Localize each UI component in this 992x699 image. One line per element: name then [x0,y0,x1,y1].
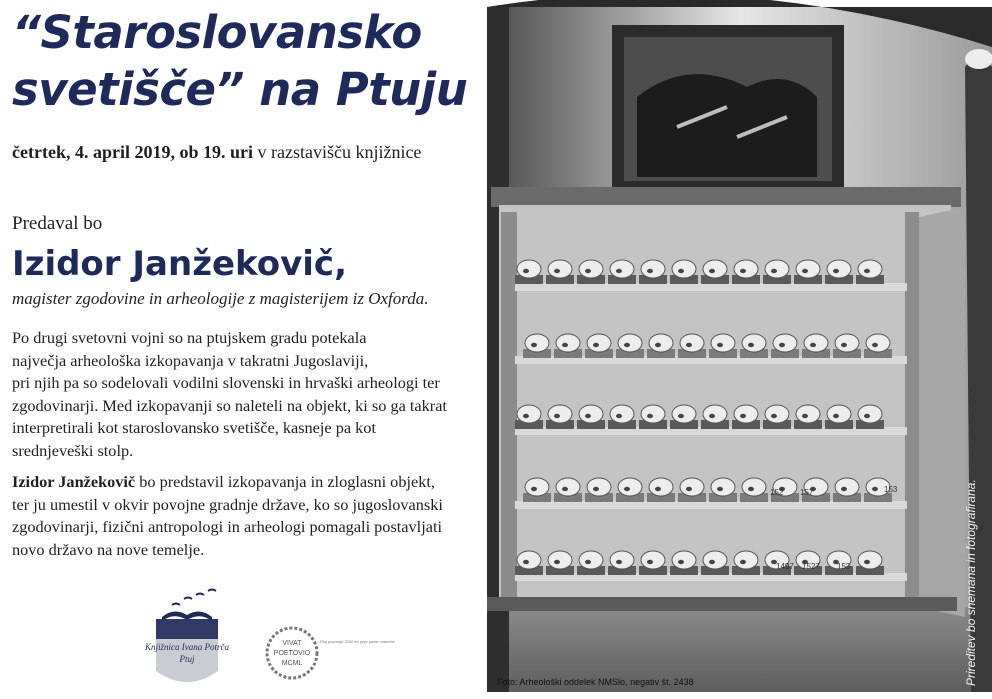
skull [858,405,882,423]
skull [703,260,727,278]
skull [649,478,673,496]
paragraph-line: največja arheološka izkopavanja v takratni Jugoslaviji, [12,350,369,370]
mcml-text: MCML [281,660,303,667]
shelf [515,501,907,509]
skull-eye [647,560,653,564]
skull [858,551,882,569]
poetovio-text: POETOVIO [273,650,311,657]
vivat-small-text: Ptuj praznuje 2000 let prve pisne omembe [320,639,395,644]
skull-eye [554,269,560,273]
event-date [12,142,421,163]
paragraph-line: srednjeveški stolp. [12,440,134,460]
skull [610,551,634,569]
skull [548,405,572,423]
skull-eye [678,414,684,418]
skull [525,334,549,352]
skull [796,405,820,423]
lamp [965,49,992,69]
box-number: 1527 [802,562,820,571]
skull-eye [709,269,715,273]
skull-eye [771,414,777,418]
skull-eye [740,414,746,418]
skull-eye [624,343,630,347]
skull-eye [655,487,661,491]
description-paragraph-2 [12,471,484,561]
skull [680,334,704,352]
skull-eye [593,343,599,347]
paragraph-line: novo državo na nove temelje. [12,539,205,559]
paragraph-line [12,471,484,494]
cabinet-open-door [919,207,965,617]
skull [556,478,580,496]
skull [827,260,851,278]
skull-eye [717,487,723,491]
skull [734,405,758,423]
event-title [12,4,467,118]
vivat-text: VIVAT [282,640,302,647]
skull-eye [523,414,529,418]
skull-eye [841,343,847,347]
skull [587,478,611,496]
cabinet-top [491,187,961,207]
skull-eye [585,414,591,418]
birds-icon [172,590,216,606]
skull [773,334,797,352]
skull [672,551,696,569]
skull-eye [531,343,537,347]
skull-eye [616,560,622,564]
skull-eye [655,343,661,347]
skull-eye [802,269,808,273]
skull [711,478,735,496]
skull [517,405,541,423]
library-city: Ptuj [179,654,195,664]
box-number: 153 [884,485,898,494]
recording-notice: Prireditev bo snemana in fotografirana. [964,479,978,686]
skull [765,260,789,278]
skull-eye [872,487,878,491]
skull-eye [748,487,754,491]
skull [641,551,665,569]
skull-eye [678,560,684,564]
skull [618,334,642,352]
skull-eye [864,269,870,273]
skull-eye [864,560,870,564]
skull-eye [717,343,723,347]
skull-eye [872,343,878,347]
paragraph-line-rest: bo predstavil izkopavanja in zloglasni objekt, [135,472,435,491]
skull [835,478,859,496]
skull [796,260,820,278]
skull-eye [616,414,622,418]
paragraph-line: pri njih pa so sodelovali vodilni slovenski in hrvaški arheologi ter [12,373,440,393]
skull [703,551,727,569]
skull [548,260,572,278]
skull-eye [554,414,560,418]
skull [587,334,611,352]
book-band [156,619,218,639]
skull-eye [616,269,622,273]
skull-eye [531,487,537,491]
skull [734,260,758,278]
text-column [0,0,487,699]
skull-eye [771,269,777,273]
skull-eye [748,343,754,347]
paragraph-line: Po drugi svetovni vojni so na ptujskem gradu potekala [12,328,367,347]
skull [517,551,541,569]
skull [680,478,704,496]
skull [525,478,549,496]
paragraph-line: ter ju umestil v okvir povojne gradnje države, ko so jugoslovanski [12,494,443,514]
box-number: 157 [800,488,814,497]
skull [548,551,572,569]
skull-eye [709,560,715,564]
skull-eye [562,487,568,491]
skull [858,260,882,278]
description-paragraph-1 [12,327,484,463]
skull-eye [740,269,746,273]
skull [711,334,735,352]
title-line-1: “Staroslovansko [12,6,422,59]
skull [610,405,634,423]
skull-eye [841,487,847,491]
skull-eye [686,343,692,347]
cabinet-right-post [905,212,919,607]
event-location: v razstavišču knjižnice [252,142,422,162]
skull-eye [593,487,599,491]
skull [579,260,603,278]
skull-eye [523,269,529,273]
paragraph-line: zgodovinarji, fizični antropologi in arheologi pomagali postavljati [12,517,442,537]
skull-eye [833,269,839,273]
archive-photo [487,7,992,692]
speaker-name-inline: Izidor Janžekovič [12,472,136,491]
skull [556,334,580,352]
library-name: Knjižnica Ivana Potrča [145,642,229,652]
skull [641,260,665,278]
skull [734,551,758,569]
event-date-bold: četrtek, 4. april 2019, ob 19. uri [12,142,253,162]
skull-eye [709,414,715,418]
skull-eye [647,414,653,418]
speaker-name: Izidor Janžekovič, [12,244,347,284]
skull-eye [833,414,839,418]
skull-eye [810,343,816,347]
skull-eye [686,487,692,491]
speaker-subtitle: magister zgodovine in arheologije z magisterijem iz Oxforda. [12,289,429,308]
skull-eye [523,560,529,564]
paragraph-line: interpretirali kot staroslovansko svetišče, kasneje pa kot [12,418,376,438]
skull [835,334,859,352]
cabinet-left-post [501,212,517,607]
skull-eye [585,269,591,273]
skull-eye [647,269,653,273]
skull-eye [678,269,684,273]
skull [579,551,603,569]
skull [765,405,789,423]
skull-eye [624,487,630,491]
skull-eye [554,560,560,564]
skull-eye [802,414,808,418]
skull [866,334,890,352]
skull [618,478,642,496]
vivat-poetovio-logo [266,623,395,683]
title-line-2: svetišče” na Ptuju [12,63,468,116]
photo-credit: Foto: Arheološki oddelek NMSlo, negativ št. 2438 [497,677,694,687]
box-number: 153 [837,562,851,571]
box-number: 152 [770,488,784,497]
skull [804,334,828,352]
skull [672,260,696,278]
shelf [515,283,907,291]
skull [827,405,851,423]
box-number: 1497 [776,562,794,571]
skull-eye [562,343,568,347]
skull-eye [585,560,591,564]
skull [742,478,766,496]
lecture-intro: Predaval bo [12,213,103,234]
skull [579,405,603,423]
painting-figures [637,74,817,177]
skull [672,405,696,423]
skull [517,260,541,278]
library-logo [128,585,246,697]
skull-eye [779,343,785,347]
paragraph-line: zgodovinarji. Med izkopavanji so naleteli na objekt, ki so ga takrat [12,395,447,415]
skull [703,405,727,423]
skull-eye [864,414,870,418]
skull [649,334,673,352]
skull [742,334,766,352]
skull-eye [740,560,746,564]
skull [610,260,634,278]
cabinet-base [487,597,957,611]
skull [641,405,665,423]
